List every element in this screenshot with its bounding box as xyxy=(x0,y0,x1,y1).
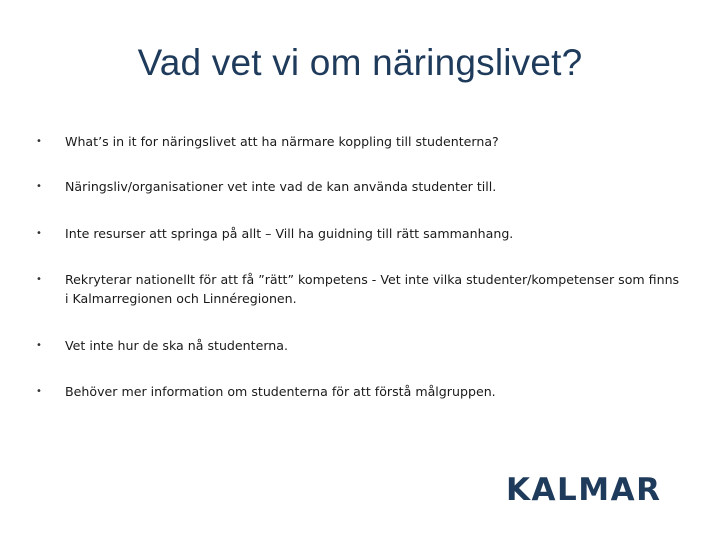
bullet-item xyxy=(36,224,686,243)
bullet-text: Vet inte hur de ska nå studenterna. xyxy=(65,338,288,353)
bullet-text: Inte resurser att springa på allt – Vill ha guidning till rätt sammanhang. xyxy=(65,226,514,241)
bullet-item xyxy=(36,132,686,151)
bullet-dot-icon: • xyxy=(36,136,42,147)
bullet-item xyxy=(36,177,686,196)
bullet-dot-icon: • xyxy=(36,274,42,285)
bullet-dot-icon: • xyxy=(36,340,42,351)
bullet-dot-icon: • xyxy=(36,228,42,239)
bullet-text: What’s in it for näringslivet att ha närmare koppling till studenterna? xyxy=(65,134,499,149)
bullet-dot-icon: • xyxy=(36,386,42,397)
bullet-text: Näringsliv/organisationer vet inte vad de kan använda studenter till. xyxy=(65,179,497,194)
bullet-item xyxy=(36,382,686,401)
bullet-text: Rekryterar nationellt för att få ”rätt” kompetens - Vet inte vilka studenter/kompetenser som finns i Kalmarregionen och Linnéregionen. xyxy=(65,272,680,306)
kalmar-logo: KALMAR xyxy=(506,472,662,508)
bullet-text: Behöver mer information om studenterna för att förstå målgruppen. xyxy=(65,384,496,399)
slide-title: Vad vet vi om näringslivet? xyxy=(137,42,583,83)
bullet-item xyxy=(36,270,686,308)
bullet-item xyxy=(36,336,686,355)
bullet-dot-icon: • xyxy=(36,181,42,192)
